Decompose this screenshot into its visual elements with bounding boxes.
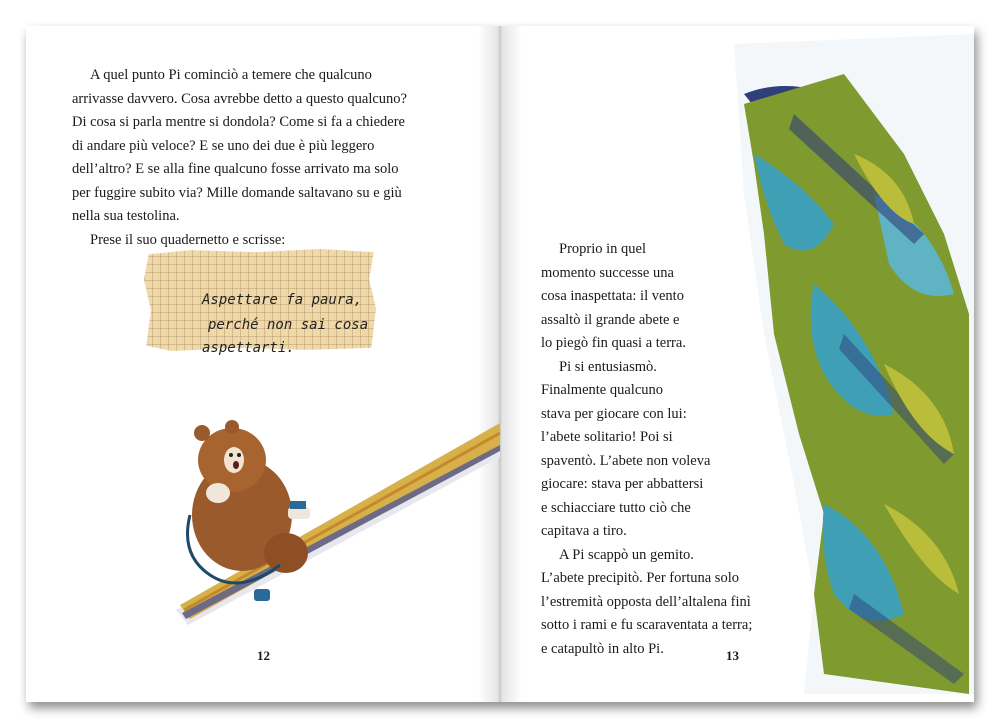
left-page-text [72, 64, 482, 252]
text-line: L’abete precipitò. Per fortuna solo [541, 570, 739, 586]
note-line: Aspettare fa paura, [202, 292, 363, 308]
text-line: A quel punto Pi cominciò a temere che qualcuno [90, 67, 372, 83]
text-line: Proprio in quel [559, 241, 646, 257]
text-line: di andare più veloce? E se uno dei due è più leggero [72, 137, 375, 154]
text-line: e schiacciare tutto ciò che [541, 499, 691, 516]
text-line: l’estremità opposta dell’altalena finì [541, 593, 751, 610]
text-line: e catapultò in alto Pi. [541, 640, 664, 657]
text-line: l’abete solitario! Poi si [541, 429, 673, 445]
text-line: momento successe una [541, 264, 674, 281]
bear-shoe [254, 589, 270, 601]
bear-seesaw-illustration [170, 405, 500, 635]
text-line: capitava a tiro. [541, 523, 627, 539]
text-line: giocare: stava per abbattersi [541, 476, 704, 492]
note-line: aspettarti. [202, 340, 295, 356]
text-line: arrivasse davvero. Cosa avrebbe detto a questo qualcuno? [72, 90, 407, 107]
page-number-right: 13 [726, 648, 739, 663]
fir-tree-illustration [704, 34, 974, 694]
bear-face [224, 447, 244, 473]
text-line: lo piegò fin quasi a terra. [541, 335, 686, 351]
text-line: A Pi scappò un gemito. [559, 546, 694, 563]
text-line: stava per giocare con lui: [541, 405, 687, 422]
bear-ear [194, 425, 210, 441]
text-line: dell’altro? E se alla fine qualcuno fosse arrivato ma solo [72, 161, 399, 177]
text-line: assaltò il grande abete e [541, 311, 680, 328]
text-line: cosa inaspettata: il vento [541, 288, 684, 304]
page-number-left: 12 [257, 648, 270, 663]
paragraph [72, 64, 482, 229]
text-line: Prese il suo quadernetto e scrisse: [90, 231, 286, 248]
text-line: nella sua testolina. [72, 208, 180, 224]
paragraph [72, 229, 482, 253]
bear-shoe [290, 501, 306, 509]
bear-ear [225, 420, 239, 434]
text-line: Finalmente qualcuno [541, 382, 664, 398]
note-line: perché non sai cosa [208, 317, 369, 333]
bear-eye [237, 453, 241, 457]
bear-eye [229, 453, 233, 457]
text-line: spaventò. L’abete non voleva [541, 452, 711, 469]
text-line: Pi si entusiasmò. [559, 358, 657, 375]
text-line: sotto i rami e fu scaraventata a terra; [541, 617, 753, 633]
text-line: per fuggire subito via? Mille domande saltavano su e giù [72, 184, 402, 201]
text-line: Di cosa si parla mentre si dondola? Come si fa a chiedere [72, 114, 405, 130]
bear-leg [264, 533, 308, 573]
bear-mouth [233, 461, 239, 469]
bear-paw [206, 483, 230, 503]
